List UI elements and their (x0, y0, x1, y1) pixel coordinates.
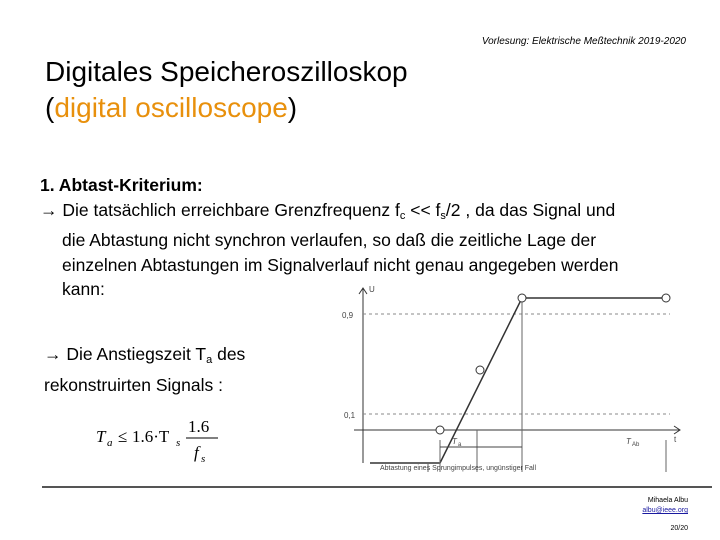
svg-text:Ab: Ab (632, 442, 640, 448)
criterion-line-4: kann: (62, 279, 105, 299)
rise-time-formula (92, 408, 242, 468)
diagram-caption: Abtastung eines Sprungimpulses, ungünstiger Fall (380, 465, 537, 472)
svg-text:T: T (626, 437, 631, 446)
sample-point (476, 366, 484, 374)
course-header: Vorlesung: Elektrische Meßtechnik 2019-2020 (481, 36, 686, 47)
svg-text:s: s (201, 453, 206, 465)
svg-text:1.6: 1.6 (188, 417, 210, 436)
criterion-line-3: einzelnen Abtastungen im Signalverlauf nicht genau angegeben werden (62, 254, 619, 275)
signal-curve (370, 298, 664, 463)
sample-point (436, 426, 444, 434)
svg-text:≤: ≤ (118, 427, 128, 446)
page-number: 20/20 (670, 525, 688, 532)
criterion-line-2: die Abtastung nicht synchron verlaufen, so daß die zeitliche Lage der (62, 230, 597, 250)
svg-text:f: f (194, 443, 199, 462)
slide-subtitle: (digital oscilloscope) (45, 92, 298, 123)
svg-text:a: a (107, 437, 113, 449)
criterion-line-1: → Die tatsächlich erreichbare Grenzfrequenz $f_c << f_s/2$ , da das Signal und (40, 199, 616, 222)
svg-text:1.6·T: 1.6·T (132, 427, 170, 446)
slide-title: Digitales Speicheroszilloskop (45, 56, 408, 87)
svg-text:s: s (176, 437, 181, 449)
svg-text:0,9: 0,9 (342, 311, 354, 320)
svg-text:T: T (96, 427, 106, 446)
subtitle-english: digital oscilloscope (54, 92, 288, 123)
sample-point (662, 294, 670, 302)
rise-time-line-2: rekonstruirten Signals : (44, 374, 223, 395)
rise-time-block (44, 342, 245, 397)
rise-time-line-1: → Die Anstiegszeit $T_a$ des (44, 344, 246, 366)
svg-text:a: a (458, 442, 462, 448)
svg-text:T: T (452, 437, 457, 446)
svg-text:U: U (369, 285, 375, 294)
sampling-diagram (340, 280, 685, 475)
author-email-link[interactable]: albu@ieee.org (642, 507, 688, 514)
criterion-heading: 1. Abtast-Kriterium: (40, 175, 203, 195)
footer-author: Mihaela Albu albu@ieee.org (560, 496, 688, 516)
svg-text:t: t (674, 435, 677, 444)
sample-point (518, 294, 526, 302)
svg-text:0,1: 0,1 (344, 411, 356, 420)
footer-divider (42, 486, 712, 488)
